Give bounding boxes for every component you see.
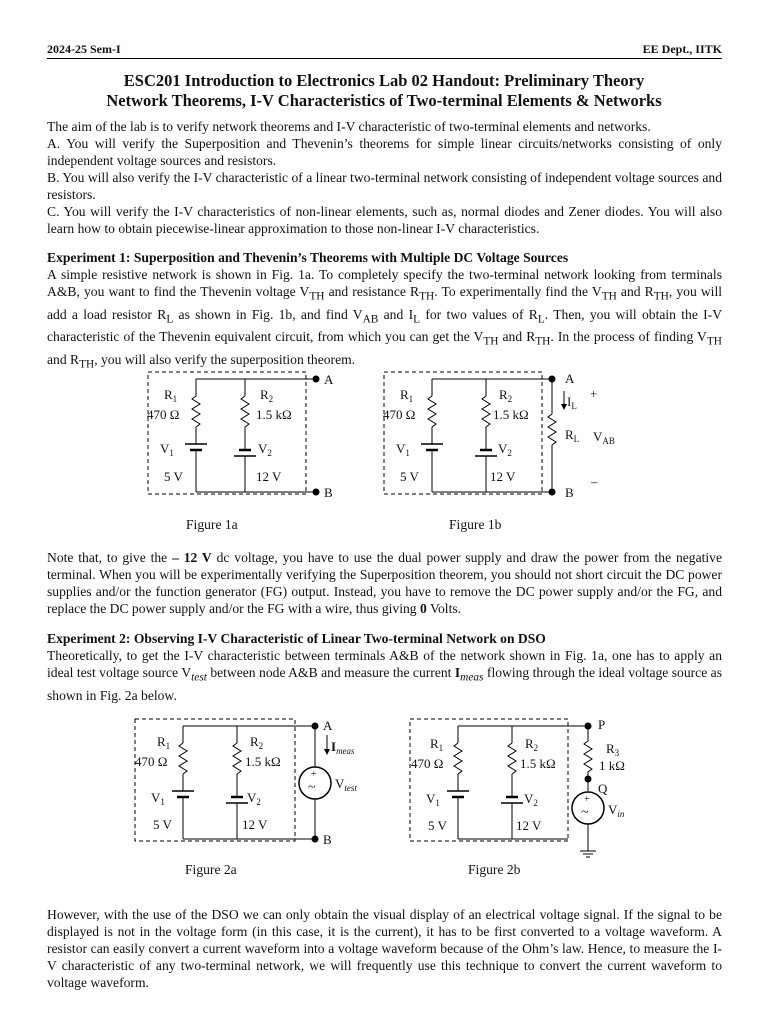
- caption-figure-1b: Figure 1b: [449, 517, 502, 532]
- svg-text:~: ~: [581, 805, 589, 820]
- experiment-2-body: Theoretically, to get the I-V characteristic between terminals A&B of the network shown in Fig. 1a, one has to apply an ideal test voltage source $V_{test}$ between node A&B and measure the current $I_{meas}$ flowing through the ideal voltage source as shown in Fig. 2a below.: [47, 648, 722, 703]
- svg-text:1.5 kΩ: 1.5 kΩ: [493, 407, 529, 422]
- svg-text:470 Ω: 470 Ω: [411, 756, 444, 771]
- svg-text:470 Ω: 470 Ω: [147, 407, 180, 422]
- resistor-r2: [241, 396, 249, 427]
- experiment-1-body: A simple resistive network is shown in Fig. 1a. To completely specify the two-terminal network looking from terminals A&B, you want to find the Thevenin voltage $V_{TH}$ and resistance $R_{TH}$. To experimentally find the $V_{TH}$ and $R_{TH}$, you will add a load resistor $R_L$ as shown in Fig. 1b, and find $V_{AB}$ and $I_L$ for two values of $R_L$. Then, you will obtain the I-V characteristic of the Thevenin equivalent circuit, from which you can get the $V_{TH}$ and $R_{TH}$. In the process of finding $V_{TH}$ and $R_{TH}$, you will also verify the superposition theorem.: [47, 267, 723, 371]
- svg-text:R3: $R_3$: [606, 741, 620, 758]
- svg-text:R1: $R_1$: [164, 387, 178, 404]
- svg-text:R2: $R_2$: [260, 387, 274, 404]
- svg-text:V1: $V_1$: [426, 791, 440, 808]
- svg-text:12 V: 12 V: [242, 817, 268, 832]
- header-rule: [47, 58, 722, 59]
- note-paragraph: Note that, to give the – 12 V dc voltage, you have to use the dual power supply and draw the power from the negative terminal. When you will be experimentally verifying the Superposition theorem, you should not short circuit the DC power supplies and/or the function generator (FG) output. Instead, you have to remove the DC power supply and/or the FG, and replace the DC power supply and/or the FG with a wire, thus giving 0 Volts.: [47, 550, 722, 616]
- node-b-terminal: [313, 489, 320, 496]
- figure-2b-circuit: [402, 713, 652, 863]
- page-title: [0, 71, 768, 111]
- node-b-label: B: [323, 832, 332, 847]
- intro-item-c: C. You will verify the I-V characteristics of non-linear elements, such as, normal diodes and Zener diodes. You will also learn how to obtain piecewise-linear approximation to those non-linear I-V characteristics.: [47, 204, 722, 236]
- svg-text:IL: $I_L$: [567, 394, 577, 411]
- figure-2a-circuit: [127, 713, 372, 853]
- figure-1a-circuit: [140, 366, 340, 506]
- svg-text:Imeas: $I_{meas}$: [331, 739, 355, 756]
- svg-text:R2: $R_2$: [250, 734, 264, 751]
- resistor-r2: [233, 743, 241, 774]
- intro-item-a: A. You will verify the Superposition and Thevenin’s theorems for simple linear circuits/networks consisting of only independent voltage sources and resistors.: [47, 136, 722, 168]
- node-q-terminal: [585, 776, 592, 783]
- svg-text:1.5 kΩ: 1.5 kΩ: [520, 756, 556, 771]
- experiment-2-section: [47, 630, 722, 704]
- resistor-r1: [192, 396, 200, 427]
- svg-text:R2: $R_2$: [525, 736, 539, 753]
- svg-text:+: +: [311, 769, 317, 780]
- svg-text:12 V: 12 V: [490, 469, 516, 484]
- svg-text:V1: $V_1$: [160, 441, 174, 458]
- intro-item-b: B. You will also verify the I-V characteristic of a linear two-terminal network consisting of independent voltage sources and resistors.: [47, 170, 722, 202]
- resistor-r1: [428, 396, 436, 427]
- header-semester: 2024-25 Sem-I: [47, 42, 121, 56]
- svg-text:12 V: 12 V: [516, 818, 542, 833]
- node-b-label: B: [565, 485, 574, 500]
- svg-text:1.5 kΩ: 1.5 kΩ: [245, 754, 281, 769]
- resistor-r2: [508, 743, 516, 774]
- header-department: EE Dept., IITK: [642, 42, 722, 56]
- svg-text:+: +: [590, 386, 598, 401]
- svg-text:470 Ω: 470 Ω: [135, 754, 168, 769]
- svg-text:VAB: $V_{AB}$: [593, 429, 615, 446]
- svg-text:5 V: 5 V: [164, 469, 183, 484]
- svg-text:R1: $R_1$: [430, 736, 444, 753]
- experiment-1-section: [47, 249, 722, 374]
- svg-text:5 V: 5 V: [400, 469, 419, 484]
- intro-aim: The aim of the lab is to verify network theorems and I-V characteristic of two-terminal elements and networks.: [47, 119, 651, 134]
- svg-text:Vin: $V_{in}$: [608, 802, 625, 819]
- resistor-r1: [179, 743, 187, 774]
- svg-text:12 V: 12 V: [256, 469, 282, 484]
- svg-text:V1: $V_1$: [396, 441, 410, 458]
- svg-text:Vtest: $V_{test}$: [335, 776, 357, 793]
- node-a-terminal: [313, 376, 320, 383]
- experiment-1-heading: Experiment 1: Superposition and Thevenin’s Theorems with Multiple DC Voltage Sources: [47, 250, 569, 265]
- svg-text:+: +: [584, 794, 590, 805]
- svg-text:V1: $V_1$: [151, 790, 165, 807]
- caption-figure-2b: Figure 2b: [468, 862, 521, 877]
- svg-text:V2: $V_2$: [247, 790, 261, 807]
- svg-text:R2: $R_2$: [499, 387, 513, 404]
- load-resistor-rl: [548, 414, 556, 445]
- svg-text:RL: $R_L$: [565, 427, 580, 444]
- svg-text:–: –: [591, 474, 598, 489]
- svg-text:5 V: 5 V: [428, 818, 447, 833]
- node-q-label: Q: [598, 781, 608, 796]
- figure-1b-circuit: [376, 366, 626, 506]
- svg-text:V2: $V_2$: [258, 441, 272, 458]
- svg-text:5 V: 5 V: [153, 817, 172, 832]
- final-paragraph: However, with the use of the DSO we can only obtain the visual display of an electrical voltage signal. If the signal to be displayed is not in the voltage form (in this case, it is the current), it has to be first converted to a voltage waveform. A resistor can easily convert a current waveform into a voltage waveform because of the Ohm’s law. Hence, to measure the I-V characteristic of any two-terminal network, we will frequently use this technique to convert the current waveform to voltage waveform.: [47, 907, 722, 990]
- caption-figure-1a: Figure 1a: [186, 517, 238, 532]
- svg-text:470 Ω: 470 Ω: [383, 407, 416, 422]
- title-line-2: Network Theorems, I-V Characteristics of Two-terminal Elements & Networks: [106, 91, 662, 110]
- svg-text:V2: $V_2$: [524, 791, 538, 808]
- resistor-r3: [584, 741, 592, 772]
- intro-section: [47, 118, 722, 237]
- svg-text:~: ~: [308, 780, 316, 795]
- title-line-1: ESC201 Introduction to Electronics Lab 02 Handout: Preliminary Theory: [123, 71, 645, 90]
- node-a-label: A: [323, 718, 333, 733]
- caption-figure-2a: Figure 2a: [185, 862, 237, 877]
- experiment-2-heading: Experiment 2: Observing I-V Characteristic of Linear Two-terminal Network on DSO: [47, 631, 546, 646]
- resistor-r1: [454, 743, 462, 774]
- node-b-label: B: [324, 485, 333, 500]
- svg-text:1 kΩ: 1 kΩ: [599, 758, 625, 773]
- node-a-label: A: [324, 372, 334, 387]
- svg-text:1.5 kΩ: 1.5 kΩ: [256, 407, 292, 422]
- svg-text:R1: $R_1$: [400, 387, 414, 404]
- svg-text:V2: $V_2$: [498, 441, 512, 458]
- svg-text:R1: $R_1$: [157, 734, 171, 751]
- node-a-label: A: [565, 371, 575, 386]
- resistor-r2: [482, 396, 490, 427]
- node-p-label: P: [598, 717, 606, 732]
